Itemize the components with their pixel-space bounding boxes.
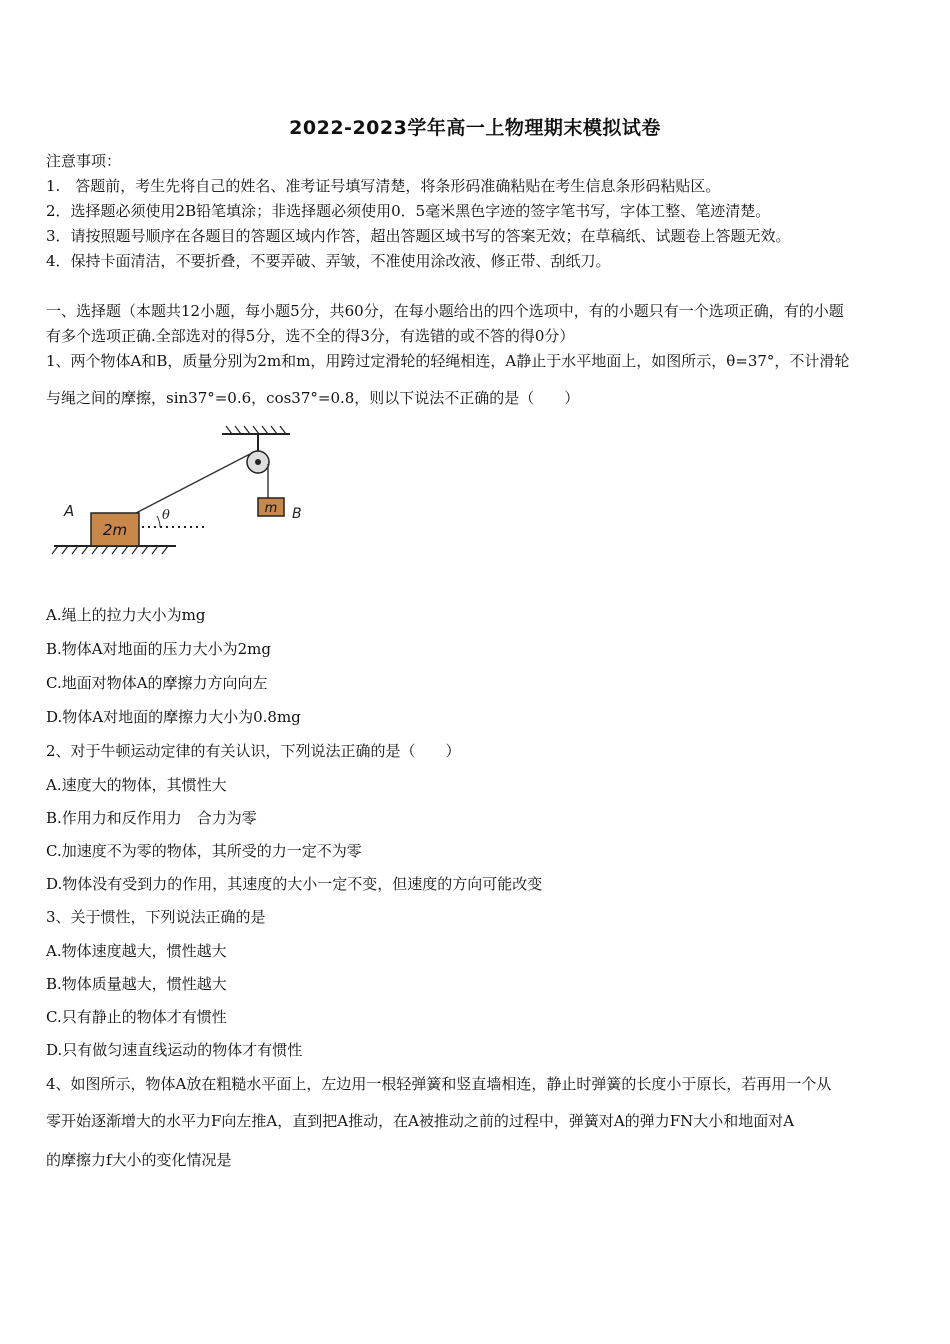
block-a-label: A (64, 502, 75, 520)
question-2-option-b: B.作用力和反作用力 合力为零 (46, 809, 257, 827)
question-4-stem-line-2: 零开始逐渐增大的水平力F向左推A，直到把A推动，在A被推动之前的过程中，弹簧对A的弹力FN大小和地面对A (46, 1112, 795, 1130)
question-3-option-d: D.只有做匀速直线运动的物体才有惯性 (46, 1041, 303, 1059)
question-3-option-b: B.物体质量越大，惯性越大 (46, 975, 227, 993)
angle-arc (157, 516, 160, 527)
question-4-stem-line-1: 4、如图所示，物体A放在粗糙水平面上，左边用一根轻弹簧和竖直墙相连，静止时弹簧的长度小于原长，若再用一个从 (46, 1075, 832, 1093)
question-3-stem: 3、关于惯性，下列说法正确的是 (46, 908, 266, 926)
notice-item-3: 3．请按照题号顺序在各题目的答题区域内作答，超出答题区域书写的答案无效；在草稿纸、试题卷上答题无效。 (46, 227, 791, 245)
question-1-option-a: A.绳上的拉力大小为mg (46, 606, 206, 624)
question-2-option-c: C.加速度不为零的物体，其所受的力一定不为零 (46, 842, 362, 860)
notice-heading: 注意事项： (46, 152, 122, 170)
pulley-axle (255, 459, 261, 465)
question-1-option-b: B.物体A对地面的压力大小为2mg (46, 640, 271, 658)
notice-item-1: 1. 答题前，考生先将自己的姓名、准考证号填写清楚，将条形码准确粘贴在考生信息条形码粘贴区。 (46, 177, 721, 195)
block-b-label: B (292, 506, 302, 522)
question-2-option-d: D.物体没有受到力的作用，其速度的大小一定不变，但速度的方向可能改变 (46, 875, 543, 893)
ground-hatch (52, 546, 168, 554)
angle-label: θ (162, 508, 170, 523)
pulley-diagram (46, 418, 316, 568)
rope-to-a (136, 454, 250, 513)
question-1-option-d: D.物体A对地面的摩擦力大小为0.8mg (46, 708, 301, 726)
question-3-option-c: C.只有静止的物体才有惯性 (46, 1008, 227, 1026)
question-1-stem-line-2: 与绳之间的摩擦，sin37°=0.6，cos37°=0.8，则以下说法不正确的是（ ） (46, 389, 580, 407)
page-title: 2022-2023学年高一上物理期末模拟试卷 (289, 117, 661, 139)
question-3-option-a: A.物体速度越大，惯性越大 (46, 942, 227, 960)
question-1-option-c: C.地面对物体A的摩擦力方向向左 (46, 674, 268, 692)
section-intro-line-2: 有多个选项正确.全部选对的得5分，选不全的得3分，有选错的或不答的得0分） (46, 327, 575, 345)
question-2-stem: 2、对于牛顿运动定律的有关认识，下列说法正确的是（ ） (46, 742, 461, 760)
notice-item-4: 4．保持卡面清洁，不要折叠，不要弄破、弄皱，不准使用涂改液、修正带、刮纸刀。 (46, 252, 611, 270)
notice-item-2: 2．选择题必须使用2B铅笔填涂；非选择题必须使用0．5毫米黑色字迹的签字笔书写，字体工整、笔迹清楚。 (46, 202, 771, 220)
question-4-stem-line-3: 的摩擦力f大小的变化情况是 (46, 1151, 232, 1169)
ceiling-hatch (226, 426, 286, 434)
question-1-stem-line-1: 1、两个物体A和B，质量分别为2m和m，用跨过定滑轮的轻绳相连，A静止于水平地面上，如图所示，θ=37°，不计滑轮 (46, 352, 850, 370)
question-2-option-a: A.速度大的物体，其惯性大 (46, 776, 227, 794)
block-b-mass-label: m (264, 501, 278, 516)
block-a-mass-label: 2m (102, 521, 128, 539)
question-1-figure (46, 418, 316, 568)
section-intro-line-1: 一、选择题（本题共12小题，每小题5分，共60分，在每小题给出的四个选项中，有的小题只有一个选项正确，有的小题 (46, 302, 844, 320)
